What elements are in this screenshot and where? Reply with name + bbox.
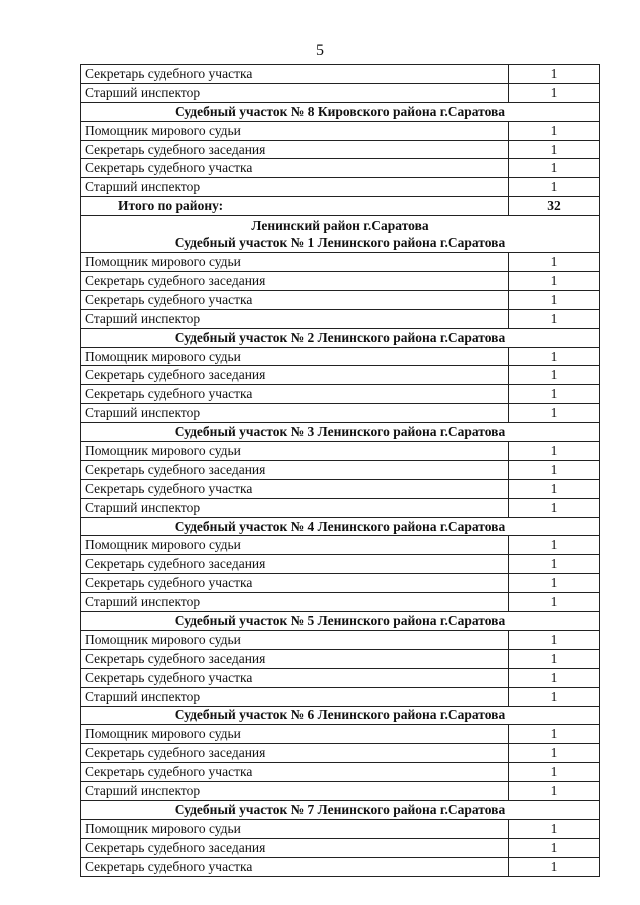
position-cell: Помощник мирового судьи bbox=[81, 121, 509, 140]
count-cell: 1 bbox=[509, 479, 600, 498]
table-row bbox=[81, 744, 600, 763]
count-cell: 1 bbox=[509, 309, 600, 328]
count-cell: 1 bbox=[509, 178, 600, 197]
section-header-row bbox=[81, 706, 600, 725]
count-cell: 1 bbox=[509, 347, 600, 366]
total-row bbox=[81, 197, 600, 216]
count-cell: 1 bbox=[509, 725, 600, 744]
position-cell: Секретарь судебного участка bbox=[81, 385, 509, 404]
position-cell: Секретарь судебного заседания bbox=[81, 555, 509, 574]
table-row bbox=[81, 536, 600, 555]
count-cell: 1 bbox=[509, 574, 600, 593]
count-cell: 1 bbox=[509, 442, 600, 461]
section-title: Судебный участок № 2 Ленинского района г.Саратова bbox=[81, 328, 600, 347]
position-cell: Старший инспектор bbox=[81, 782, 509, 801]
table-row bbox=[81, 687, 600, 706]
section-title: Судебный участок № 1 Ленинского района г.Саратова bbox=[174, 235, 506, 251]
table-row bbox=[81, 253, 600, 272]
position-cell: Секретарь судебного участка bbox=[81, 290, 509, 309]
table-row bbox=[81, 479, 600, 498]
position-cell: Секретарь судебного участка bbox=[81, 668, 509, 687]
table-row bbox=[81, 460, 600, 479]
count-cell: 1 bbox=[509, 536, 600, 555]
table-row bbox=[81, 725, 600, 744]
page-number: 5 bbox=[316, 42, 324, 59]
section-header-row bbox=[81, 102, 600, 121]
table-row bbox=[81, 159, 600, 178]
table-row bbox=[81, 574, 600, 593]
section-header-row bbox=[81, 800, 600, 819]
count-cell: 1 bbox=[509, 290, 600, 309]
table-row bbox=[81, 140, 600, 159]
staff-table bbox=[80, 64, 600, 877]
count-cell: 1 bbox=[509, 385, 600, 404]
position-cell: Секретарь судебного заседания bbox=[81, 744, 509, 763]
section-title: Судебный участок № 7 Ленинского района г.Саратова bbox=[81, 800, 600, 819]
table-row bbox=[81, 347, 600, 366]
count-cell: 1 bbox=[509, 83, 600, 102]
count-cell: 1 bbox=[509, 253, 600, 272]
position-cell: Секретарь судебного участка bbox=[81, 479, 509, 498]
section-header-row bbox=[81, 517, 600, 536]
table-row bbox=[81, 593, 600, 612]
position-cell: Секретарь судебного участка bbox=[81, 857, 509, 876]
table-row bbox=[81, 857, 600, 876]
table-row bbox=[81, 555, 600, 574]
count-cell: 1 bbox=[509, 65, 600, 84]
position-cell: Секретарь судебного заседания bbox=[81, 140, 509, 159]
position-cell: Старший инспектор bbox=[81, 404, 509, 423]
table-row bbox=[81, 630, 600, 649]
position-cell: Старший инспектор bbox=[81, 593, 509, 612]
section-title: Судебный участок № 4 Ленинского района г.Саратова bbox=[81, 517, 600, 536]
table-row bbox=[81, 290, 600, 309]
count-cell: 1 bbox=[509, 857, 600, 876]
table-row bbox=[81, 763, 600, 782]
table-row bbox=[81, 838, 600, 857]
total-count: 32 bbox=[509, 197, 600, 216]
count-cell: 1 bbox=[509, 272, 600, 291]
table-row bbox=[81, 366, 600, 385]
count-cell: 1 bbox=[509, 687, 600, 706]
count-cell: 1 bbox=[509, 140, 600, 159]
position-cell: Старший инспектор bbox=[81, 687, 509, 706]
position-cell: Секретарь судебного заседания bbox=[81, 272, 509, 291]
count-cell: 1 bbox=[509, 782, 600, 801]
count-cell: 1 bbox=[509, 498, 600, 517]
count-cell: 1 bbox=[509, 121, 600, 140]
district-header bbox=[81, 216, 600, 253]
position-cell: Старший инспектор bbox=[81, 309, 509, 328]
table-row bbox=[81, 178, 600, 197]
position-cell: Помощник мирового судьи bbox=[81, 442, 509, 461]
table-row bbox=[81, 782, 600, 801]
position-cell: Помощник мирового судьи bbox=[81, 347, 509, 366]
count-cell: 1 bbox=[509, 744, 600, 763]
count-cell: 1 bbox=[509, 763, 600, 782]
position-cell: Секретарь судебного участка bbox=[81, 574, 509, 593]
count-cell: 1 bbox=[509, 819, 600, 838]
table-row bbox=[81, 121, 600, 140]
position-cell: Секретарь судебного участка bbox=[81, 159, 509, 178]
section-header-row bbox=[81, 612, 600, 631]
table-row bbox=[81, 498, 600, 517]
count-cell: 1 bbox=[509, 630, 600, 649]
count-cell: 1 bbox=[509, 649, 600, 668]
position-cell: Помощник мирового судьи bbox=[81, 630, 509, 649]
table-row bbox=[81, 668, 600, 687]
table-row bbox=[81, 272, 600, 291]
total-label: Итого по району: bbox=[81, 197, 509, 216]
position-cell: Секретарь судебного участка bbox=[81, 763, 509, 782]
count-cell: 1 bbox=[509, 404, 600, 423]
count-cell: 1 bbox=[509, 555, 600, 574]
count-cell: 1 bbox=[509, 838, 600, 857]
district-header-row bbox=[81, 216, 600, 253]
position-cell: Секретарь судебного заседания bbox=[81, 366, 509, 385]
table-row bbox=[81, 819, 600, 838]
section-title: Судебный участок № 6 Ленинского района г.Саратова bbox=[81, 706, 600, 725]
section-title: Судебный участок № 8 Кировского района г.Саратова bbox=[81, 102, 600, 121]
section-title: Судебный участок № 5 Ленинского района г.Саратова bbox=[81, 612, 600, 631]
table-row bbox=[81, 649, 600, 668]
position-cell: Помощник мирового судьи bbox=[81, 725, 509, 744]
table-row bbox=[81, 404, 600, 423]
position-cell: Старший инспектор bbox=[81, 178, 509, 197]
position-cell: Секретарь судебного заседания bbox=[81, 649, 509, 668]
position-cell: Старший инспектор bbox=[81, 498, 509, 517]
position-cell: Секретарь судебного заседания bbox=[81, 838, 509, 857]
position-cell: Секретарь судебного заседания bbox=[81, 460, 509, 479]
count-cell: 1 bbox=[509, 460, 600, 479]
position-cell: Помощник мирового судьи bbox=[81, 253, 509, 272]
position-cell: Помощник мирового судьи bbox=[81, 536, 509, 555]
table-row bbox=[81, 65, 600, 84]
position-cell: Помощник мирового судьи bbox=[81, 819, 509, 838]
section-header-row bbox=[81, 423, 600, 442]
count-cell: 1 bbox=[509, 159, 600, 178]
staff-table-body bbox=[81, 65, 600, 877]
position-cell: Старший инспектор bbox=[81, 83, 509, 102]
table-row bbox=[81, 309, 600, 328]
district-title: Ленинский район г.Саратова bbox=[251, 218, 429, 234]
position-cell: Секретарь судебного участка bbox=[81, 65, 509, 84]
table-row bbox=[81, 442, 600, 461]
table-row bbox=[81, 83, 600, 102]
section-header-row bbox=[81, 328, 600, 347]
table-row bbox=[81, 385, 600, 404]
count-cell: 1 bbox=[509, 668, 600, 687]
count-cell: 1 bbox=[509, 366, 600, 385]
section-title: Судебный участок № 3 Ленинского района г.Саратова bbox=[81, 423, 600, 442]
count-cell: 1 bbox=[509, 593, 600, 612]
